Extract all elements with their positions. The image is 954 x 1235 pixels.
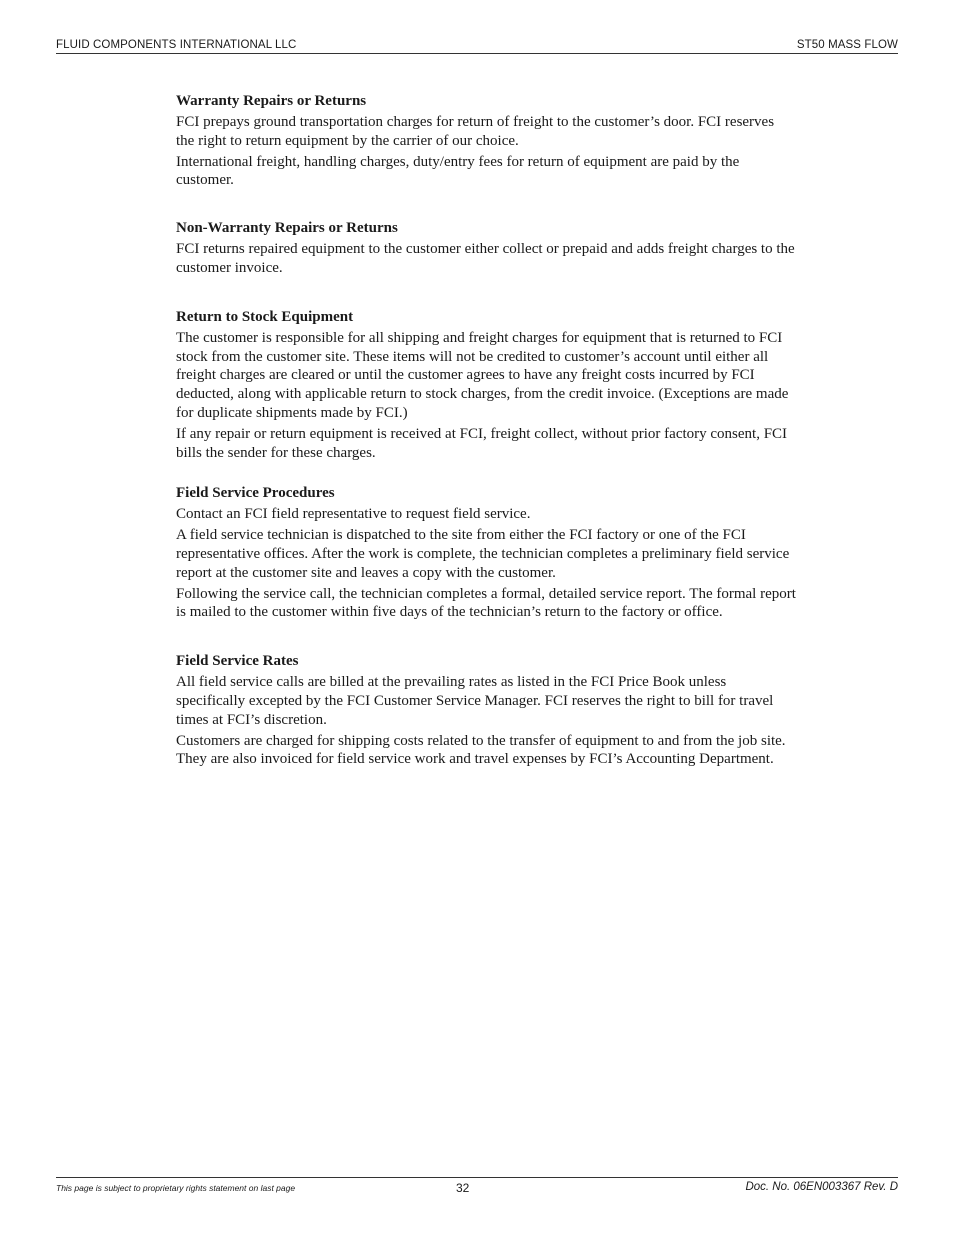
paragraph: A field service technician is dispatched to the site from either the FCI factory or one of the FCI representative offices. After the work is complete, the technician completes a preliminary field service report at the customer site and leaves a copy with the customer.: [176, 527, 790, 581]
paragraph: FCI returns repaired equipment to the customer either collect or prepaid and adds freight charges to the customer invoice.: [176, 241, 795, 276]
footer-proprietary-notice: This page is subject to proprietary rights statement on last page: [56, 1183, 296, 1193]
section-field-service-rates: [176, 652, 796, 769]
section-heading: Return to Stock Equipment: [176, 308, 354, 325]
section-heading: Field Service Rates: [176, 653, 299, 670]
section-heading: Field Service Procedures: [176, 485, 335, 502]
paragraph: If any repair or return equipment is received at FCI, freight collect, without prior factory consent, FCI bills the sender for these charges.: [176, 425, 788, 461]
section-warranty-repairs: [176, 92, 796, 190]
section-heading: Warranty Repairs or Returns: [176, 93, 367, 109]
header-product: ST50 MASS FLOW: [796, 39, 898, 51]
section-non-warranty-repairs: [176, 219, 796, 278]
section-return-to-stock: [176, 308, 796, 463]
section-field-service-procedures: [176, 484, 796, 622]
page-number: 32: [456, 1181, 470, 1195]
paragraph: Contact an FCI field representative to request field service.: [176, 506, 531, 523]
paragraph: All field service calls are billed at the prevailing rates as listed in the FCI Price Book unless specifically excepted by the FCI Customer Service Manager. FCI reserves the right to bill for travel times at FCI’s discretion.: [176, 674, 774, 728]
paragraph: FCI prepays ground transportation charges for return of freight to the customer’s door. FCI reserves the right to return equipment by the carrier of our choice.: [176, 114, 775, 149]
paragraph: The customer is responsible for all shipping and freight charges for equipment that is returned to FCI stock from the customer site. These items will not be credited to customer’s account until either all freight charges are cleared or until the customer agrees to have any freight costs incurred by FCI deducted, along with applicable return to stock charges, from the credit invoice. (Exceptions are made for duplicate shipments made by FCI.): [176, 329, 789, 421]
paragraph: Customers are charged for shipping costs related to the transfer of equipment to and from the job site. They are also invoiced for field service work and travel expenses by FCI’s Accounting Department.: [176, 732, 786, 768]
paragraph: Following the service call, the technician completes a formal, detailed service report. The formal report is mailed to the customer within five days of the technician’s return to the factory or office.: [176, 585, 796, 621]
document-body: [176, 92, 796, 771]
document-number: Doc. No. 06EN003367 Rev. D: [745, 1181, 898, 1193]
section-heading: Non-Warranty Repairs or Returns: [176, 220, 398, 237]
header-company: FLUID COMPONENTS INTERNATIONAL LLC: [56, 39, 297, 51]
page-header: [56, 38, 898, 54]
paragraph: International freight, handling charges, duty/entry fees for return of equipment are paid by the customer.: [176, 153, 740, 189]
page-footer: [56, 1177, 898, 1198]
